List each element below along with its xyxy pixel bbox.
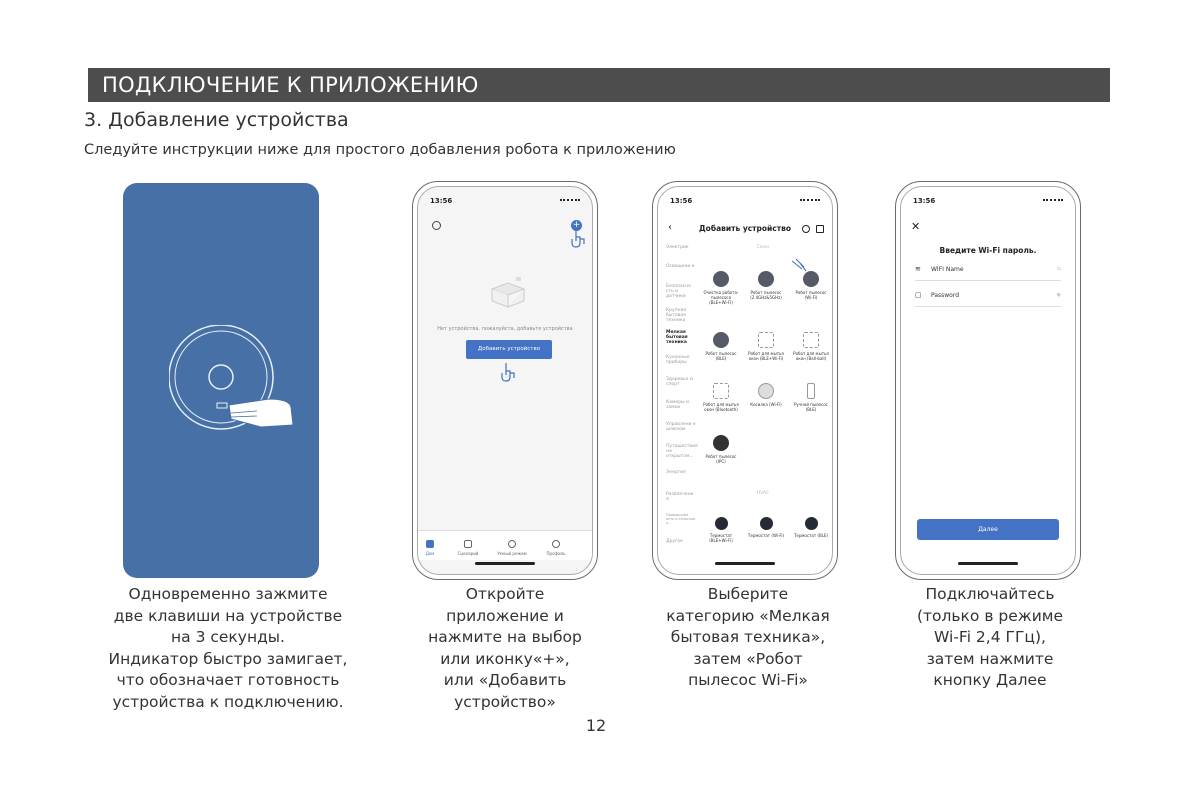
section-clean: Clean bbox=[756, 245, 770, 250]
category-item[interactable]: Электрик bbox=[666, 245, 689, 250]
status-icons bbox=[800, 199, 820, 204]
home-indicator bbox=[715, 562, 775, 565]
user-icon[interactable] bbox=[432, 221, 441, 230]
category-item[interactable]: Камеры и замки bbox=[666, 400, 689, 410]
device-item[interactable]: Робот пылесос (BLE) bbox=[701, 332, 741, 361]
device-item[interactable]: Робот для мытья окон (Ball-ball) bbox=[791, 332, 831, 361]
step3-caption: Выберите категорию «Мелкая бытовая техника», затем «Робот пылесос Wi-Fi» bbox=[666, 585, 830, 689]
add-plus-icon[interactable]: + bbox=[572, 220, 581, 230]
device-item[interactable]: Робот для мытья окон (BLE+Wi-Fi) bbox=[746, 332, 786, 361]
close-icon[interactable]: ✕ bbox=[911, 220, 921, 233]
status-time: 13:56 bbox=[430, 197, 453, 205]
category-item[interactable]: Управлени е шлюзом bbox=[666, 422, 696, 432]
status-time: 13:56 bbox=[670, 197, 693, 205]
add-device-header: Добавить устройство bbox=[699, 224, 791, 233]
device-item[interactable]: Термостат (BLE) bbox=[791, 517, 831, 538]
wifi-password-title: Введите Wi-Fi пароль. bbox=[939, 246, 1037, 255]
step2-caption: Откройте приложение и нажмите на выбор или иконку«+», или «Добавить устройство» bbox=[428, 585, 582, 711]
category-item[interactable]: Другое bbox=[666, 539, 683, 544]
profile-icon bbox=[552, 540, 560, 548]
device-item[interactable]: Робот для мытья окон (Bluetooth) bbox=[701, 383, 741, 412]
add-device-button[interactable]: Добавить устройство bbox=[466, 340, 552, 359]
intro-text: Следуйте инструкции ниже для простого добавления робота к приложению bbox=[84, 142, 676, 158]
thermostat-icon bbox=[715, 517, 728, 530]
device-item[interactable]: Термостат (Wi-Fi) bbox=[746, 517, 786, 538]
step1-device-panel bbox=[123, 183, 319, 578]
status-time: 13:56 bbox=[913, 197, 936, 205]
window-robot-icon bbox=[758, 332, 774, 348]
password-field[interactable]: ▢ Password ◉ bbox=[915, 289, 1061, 307]
category-item[interactable]: Здоровье и спорт bbox=[666, 377, 693, 387]
category-item[interactable]: Безопасно сть и датчики bbox=[666, 284, 691, 299]
device-item[interactable]: Косилка (Wi-Fi) bbox=[746, 383, 786, 407]
status-icons bbox=[560, 199, 580, 204]
checkbox-icon bbox=[464, 540, 472, 548]
home-icon bbox=[426, 540, 434, 548]
robot-icon bbox=[758, 271, 774, 287]
step4-phone bbox=[895, 181, 1081, 580]
empty-box-icon bbox=[488, 277, 528, 309]
device-item[interactable]: Термостат (BLE+Wi-Fi) bbox=[701, 517, 741, 543]
back-icon[interactable]: ‹ bbox=[668, 222, 672, 233]
tab-scenario[interactable]: Сценарий bbox=[448, 540, 488, 556]
tab-smart[interactable]: Умный режим bbox=[492, 540, 532, 556]
step1-caption: Одновременно зажмите две клавиши на устройстве на 3 секунды. Индикатор быстро замигает, что обозначает готовность устройства к подключению. bbox=[108, 585, 348, 711]
step2-phone bbox=[412, 181, 598, 580]
page-banner: ПОДКЛЮЧЕНИЕ К ПРИЛОЖЕНИЮ bbox=[88, 68, 1110, 102]
lock-icon: ▢ bbox=[915, 291, 922, 299]
category-item[interactable]: Кухонные приборы bbox=[666, 355, 690, 365]
thermostat-icon bbox=[805, 517, 818, 530]
category-item[interactable]: Путешествия на открытом... bbox=[666, 444, 698, 459]
next-button[interactable]: Далее bbox=[917, 519, 1059, 540]
device-item[interactable]: Очистка робота-пылесоса (BLE+Wi-Fi) bbox=[701, 271, 741, 305]
handheld-vacuum-icon bbox=[807, 383, 815, 399]
device-item-robot-wifi[interactable]: Робот пылесос (Wi-Fi) bbox=[791, 271, 831, 300]
scan-icon[interactable] bbox=[802, 225, 810, 233]
tab-profile[interactable]: Профиль bbox=[536, 540, 576, 556]
step4-caption: Подключайтесь (только в режиме Wi-Fi 2,4 ГГц), затем нажмите кнопку Далее bbox=[916, 585, 1064, 689]
robot-icon bbox=[713, 271, 729, 287]
category-item[interactable]: Промышлен ость и сельское х... bbox=[666, 513, 696, 525]
home-indicator bbox=[958, 562, 1018, 565]
qr-icon[interactable] bbox=[816, 225, 824, 233]
status-icons bbox=[1043, 199, 1063, 204]
empty-state-text: Нет устройства, пожалуйста, добавьте устройства bbox=[437, 326, 573, 332]
robot-icon bbox=[713, 435, 729, 451]
category-item[interactable]: Развлечени я bbox=[666, 492, 694, 502]
thermostat-icon bbox=[760, 517, 773, 530]
home-indicator bbox=[475, 562, 535, 565]
window-robot-icon bbox=[803, 332, 819, 348]
device-item[interactable]: Робот пылесос (2.4GHz&5GHz) bbox=[746, 271, 786, 300]
step3-phone bbox=[652, 181, 838, 580]
wifi-name-field[interactable]: ≋ WIFI Name ⇆ bbox=[915, 263, 1061, 281]
smart-icon bbox=[508, 540, 516, 548]
tap-hand-icon bbox=[500, 361, 518, 383]
eye-icon[interactable]: ◉ bbox=[1056, 292, 1061, 298]
page-number: 12 bbox=[585, 716, 607, 735]
tap-hand-icon bbox=[570, 227, 588, 249]
device-item[interactable]: Робот пылесос (IPC) bbox=[701, 435, 741, 464]
bottom-tab-bar bbox=[418, 530, 592, 560]
tab-home[interactable]: Дом bbox=[417, 540, 450, 556]
section-hvac: HVAC bbox=[756, 491, 770, 496]
window-robot-icon bbox=[713, 383, 729, 399]
robot-vacuum-icon bbox=[169, 325, 319, 475]
category-item-small-appliances[interactable]: Мелкая бытовая техника bbox=[666, 330, 688, 345]
switch-icon[interactable]: ⇆ bbox=[1056, 266, 1061, 272]
category-item[interactable]: Энергия bbox=[666, 470, 686, 475]
category-item[interactable]: Освещени е bbox=[666, 264, 695, 269]
robot-icon bbox=[713, 332, 729, 348]
tap-hand-icon bbox=[790, 257, 808, 275]
section-title: 3. Добавление устройства bbox=[84, 109, 349, 131]
device-item[interactable]: Ручной пылесос (BLE) bbox=[791, 383, 831, 412]
category-item[interactable]: Крупная бытовая техника bbox=[666, 308, 687, 323]
mower-icon bbox=[758, 383, 774, 399]
wifi-icon: ≋ bbox=[915, 265, 921, 273]
